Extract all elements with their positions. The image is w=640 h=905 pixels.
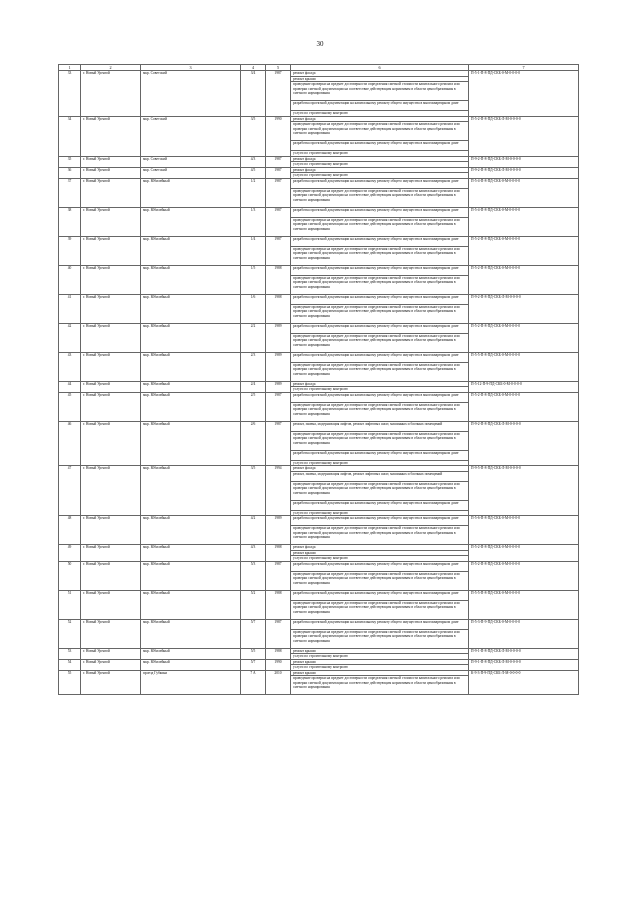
work-type-cell: ремонт фасада bbox=[291, 71, 469, 77]
house-number-cell: 2/3 bbox=[241, 352, 266, 381]
row-number: 49 bbox=[59, 545, 81, 562]
row-number: 42 bbox=[59, 323, 81, 352]
year-cell: 1987 bbox=[266, 392, 291, 421]
row-number: 52 bbox=[59, 619, 81, 648]
row-number: 53 bbox=[59, 648, 81, 659]
work-type-cell: услуги по строительному контролю bbox=[291, 387, 469, 393]
work-type-cell: разработка проектной документации на капитальному ремонту общего имущества в многоквартирном доме bbox=[291, 619, 469, 629]
street-cell: мкр. Советский bbox=[141, 167, 241, 178]
work-type-cell: разработка проектной документации на капитальному ремонту общего имущества в многоквартирном доме bbox=[291, 101, 469, 111]
work-type-cell: ремонт крыши bbox=[291, 648, 469, 654]
city-cell: г. Новый Уренгой bbox=[81, 381, 141, 392]
code-cell: К-9-3-П-9-ПД-СКБ-Л-М-0-0-0-0 bbox=[469, 670, 579, 695]
work-type-cell: разработка проектной документации на капитальному ремонту общего имущества в многоквартирном доме bbox=[291, 207, 469, 217]
street-cell: мкр. Советский bbox=[141, 71, 241, 117]
work-type-cell: проведение проверки на предмет достоверности определения сметной стоимости капитального ремонта или проверки сметной документации на соответствие действующим нормативам в области ценообразования в сметного нормирования bbox=[291, 188, 469, 207]
work-type-cell: разработка проектной документации на капитальному ремонту общего имущества в многоквартирном доме bbox=[291, 516, 469, 526]
street-cell: мкр. Юбилейный bbox=[141, 648, 241, 659]
street-cell: мкр. Юбилейный bbox=[141, 619, 241, 648]
house-number-cell: 2/4 bbox=[241, 381, 266, 392]
year-cell: 1987 bbox=[266, 236, 291, 265]
work-type-cell: проведение проверки на предмет достоверности определения сметной стоимости капитального ремонта или проверки сметной документации на соответствие действующим нормативам в области ценообразования в сметного нормирования bbox=[291, 246, 469, 265]
year-cell: 1989 bbox=[266, 516, 291, 545]
row-number: 48 bbox=[59, 516, 81, 545]
year-cell: 1988 bbox=[266, 590, 291, 619]
house-number-cell: 2/6 bbox=[241, 421, 266, 466]
code-cell: П-5-5-П-8-ПД-СКБ-0-М-0-0-0-0 bbox=[469, 352, 579, 381]
work-type-cell: услуги по строительному контролю bbox=[291, 556, 469, 562]
work-type-cell: разработка проектной документации на капитальному ремонту общего имущества в многоквартирном доме bbox=[291, 265, 469, 275]
street-cell: мкр. Советский bbox=[141, 116, 241, 156]
house-number-cell: 2/5 bbox=[241, 392, 266, 421]
table-row bbox=[59, 516, 579, 526]
city-cell: г. Новый Уренгой bbox=[81, 207, 141, 236]
header-cell: 4 bbox=[241, 65, 266, 71]
work-type-cell: ремонт фасада bbox=[291, 381, 469, 387]
city-cell: г. Новый Уренгой bbox=[81, 561, 141, 590]
code-cell: П-5-5-П-8-ПД-СКБ-0-М-0-0-0-0 bbox=[469, 590, 579, 619]
house-number-cell: 3/5 bbox=[241, 466, 266, 516]
header-cell: 1 bbox=[59, 65, 81, 71]
row-number: 47 bbox=[59, 466, 81, 516]
work-type-cell: ремонт фасада bbox=[291, 167, 469, 173]
city-cell: г. Новый Уренгой bbox=[81, 590, 141, 619]
house-number-cell: 7 А bbox=[241, 670, 266, 695]
city-cell: г. Новый Уренгой bbox=[81, 352, 141, 381]
house-number-cell: 1/4 bbox=[241, 236, 266, 265]
work-type-cell: разработка проектной документации на капитальному ремонту общего имущества в многоквартирном доме bbox=[291, 590, 469, 600]
street-cell: мкр. Юбилейный bbox=[141, 421, 241, 466]
table-row bbox=[59, 590, 579, 600]
code-cell: П-5-2-П-8-ПД-СКБ-0-М-0-0-0-0 bbox=[469, 323, 579, 352]
street-cell: мкр. Юбилейный bbox=[141, 561, 241, 590]
work-type-cell: проведение проверки на предмет достоверности определения сметной стоимости капитального ремонта или проверки сметной документации на соответствие действующим нормативам в области ценообразования в сметного нормирования bbox=[291, 526, 469, 545]
header-cell: 6 bbox=[291, 65, 469, 71]
work-type-cell: проведение проверки на предмет достоверности определения сметной стоимости капитального ремонта или проверки сметной документации на соответствие действующим нормативам в области ценообразования в сметного нормирования bbox=[291, 82, 469, 101]
year-cell: 1988 bbox=[266, 545, 291, 562]
city-cell: г. Новый Уренгой bbox=[81, 236, 141, 265]
work-type-cell: разработка проектной документации на капитальному ремонту общего имущества в многоквартирном доме bbox=[291, 392, 469, 402]
city-cell: г. Новый Уренгой bbox=[81, 294, 141, 323]
row-number: 44 bbox=[59, 381, 81, 392]
table-row bbox=[59, 561, 579, 571]
row-number: 51 bbox=[59, 590, 81, 619]
city-cell: г. Новый Уренгой bbox=[81, 619, 141, 648]
row-number: 39 bbox=[59, 236, 81, 265]
street-cell: мкр. Юбилейный bbox=[141, 178, 241, 207]
code-cell: П-5-2-П-8-ПД-СКБ-0-М-0-0-0-0 bbox=[469, 236, 579, 265]
city-cell: г. Новый Уренгой bbox=[81, 178, 141, 207]
code-cell: П-9-2-П-8-ПД-СКБ-Л-М-0-0-0-0 bbox=[469, 294, 579, 323]
work-type-cell: ремонт крыши bbox=[291, 550, 469, 556]
work-type-cell: услуги по строительному контролю bbox=[291, 173, 469, 179]
work-type-cell: услуги по строительному контролю bbox=[291, 510, 469, 516]
street-cell: мкр. Юбилейный bbox=[141, 294, 241, 323]
code-cell: П-9-2-П-8-ПД-СКБ-Л-М-0-0-0-0 bbox=[469, 167, 579, 178]
house-number-cell: 3/4 bbox=[241, 71, 266, 117]
row-number: 38 bbox=[59, 207, 81, 236]
page-number: 30 bbox=[316, 40, 324, 48]
house-number-cell: 4/3 bbox=[241, 545, 266, 562]
street-cell: проезд Губкина bbox=[141, 670, 241, 695]
row-number: 40 bbox=[59, 265, 81, 294]
year-cell: 1987 bbox=[266, 421, 291, 466]
row-number: 46 bbox=[59, 421, 81, 466]
house-number-cell: 4/5 bbox=[241, 167, 266, 178]
year-cell: 1987 bbox=[266, 156, 291, 167]
house-number-cell: 4/2 bbox=[241, 516, 266, 545]
work-type-cell: услуги по строительному контролю bbox=[291, 162, 469, 168]
street-cell: мкр. Юбилейный bbox=[141, 590, 241, 619]
work-type-cell: разработка проектной документации на капитальному ремонту общего имущества в многоквартирном доме bbox=[291, 236, 469, 246]
street-cell: мкр. Юбилейный bbox=[141, 659, 241, 670]
street-cell: мкр. Юбилейный bbox=[141, 352, 241, 381]
street-cell: мкр. Юбилейный bbox=[141, 392, 241, 421]
work-type-cell: ремонт крыши bbox=[291, 670, 469, 676]
header-cell: 5 bbox=[266, 65, 291, 71]
work-type-cell: разработка проектной документации на капитальному ремонту общего имущества в многоквартирном доме bbox=[291, 141, 469, 151]
house-number-cell: 2/2 bbox=[241, 323, 266, 352]
work-type-cell: ремонт фасада bbox=[291, 156, 469, 162]
code-cell: П-9-2-П-8-ПД-СКБ-Л-М-0-0-0-0 bbox=[469, 156, 579, 167]
row-number: 50 bbox=[59, 561, 81, 590]
work-type-cell: услуги по строительному контролю bbox=[291, 111, 469, 117]
code-cell: П-5-2-П-8-ПД-СКБ-Л-М-0-0-0-0 bbox=[469, 116, 579, 156]
year-cell: 1988 bbox=[266, 648, 291, 659]
code-cell: П-9-5-П-8-ПД-СКБ-Л-М-0-0-0-0 bbox=[469, 466, 579, 516]
year-cell: 1990 bbox=[266, 116, 291, 156]
city-cell: г. Новый Уренгой bbox=[81, 71, 141, 117]
city-cell: г. Новый Уренгой bbox=[81, 545, 141, 562]
table-row bbox=[59, 323, 579, 333]
work-type-cell: проведение проверки на предмет достоверности определения сметной стоимости капитального ремонта или проверки сметной документации на соответствие действующим нормативам в области ценообразования в сметного нормирования bbox=[291, 629, 469, 648]
year-cell: 1987 bbox=[266, 207, 291, 236]
code-cell: П-5-2-П-8-ПД-СКБ-0-М-0-0-0-0 bbox=[469, 392, 579, 421]
row-number: 45 bbox=[59, 392, 81, 421]
work-type-cell: ремонт фасада bbox=[291, 545, 469, 551]
capital-repair-table bbox=[58, 64, 579, 695]
code-cell: П-5-1-П-8-ПД-СКБ-0-М-0-0-0-0 bbox=[469, 71, 579, 117]
house-number-cell: 1/3 bbox=[241, 207, 266, 236]
row-number: 36 bbox=[59, 167, 81, 178]
work-type-cell: услуги по строительному контролю bbox=[291, 460, 469, 466]
street-cell: мкр. Юбилейный bbox=[141, 323, 241, 352]
year-cell: 2010 bbox=[266, 670, 291, 695]
house-number-cell: 5/7 bbox=[241, 619, 266, 648]
work-type-cell: разработка проектной документации на капитальному ремонту общего имущества в многоквартирном доме bbox=[291, 178, 469, 188]
city-cell: г. Новый Уренгой bbox=[81, 670, 141, 695]
work-type-cell: разработка проектной документации на капитальному ремонту общего имущества в многоквартирном доме bbox=[291, 352, 469, 362]
year-cell: 1989 bbox=[266, 352, 291, 381]
work-type-cell: ремонт фасада bbox=[291, 466, 469, 472]
year-cell: 1994 bbox=[266, 466, 291, 516]
street-cell: мкр. Советский bbox=[141, 156, 241, 167]
row-number: 35 bbox=[59, 156, 81, 167]
street-cell: мкр. Юбилейный bbox=[141, 545, 241, 562]
year-cell: 1987 bbox=[266, 561, 291, 590]
year-cell: 1990 bbox=[266, 659, 291, 670]
house-number-cell: 5/7 bbox=[241, 659, 266, 670]
work-type-cell: ремонт, замена, модернизация лифтов, ремонт лифтовых шахт, машинных и блочных помещений bbox=[291, 421, 469, 431]
city-cell: г. Новый Уренгой bbox=[81, 516, 141, 545]
work-type-cell: ремонт крыши bbox=[291, 659, 469, 665]
work-type-cell: разработка проектной документации на капитальному ремонту общего имущества в многоквартирном доме bbox=[291, 323, 469, 333]
table-row bbox=[59, 619, 579, 629]
row-number: 54 bbox=[59, 659, 81, 670]
city-cell: г. Новый Уренгой bbox=[81, 323, 141, 352]
year-cell: 1989 bbox=[266, 381, 291, 392]
row-number: 37 bbox=[59, 178, 81, 207]
table-row bbox=[59, 236, 579, 246]
work-type-cell: услуги по строительному контролю bbox=[291, 665, 469, 671]
work-type-cell: разработка проектной документации на капитальному ремонту общего имущества в многоквартирном доме bbox=[291, 561, 469, 571]
table-row bbox=[59, 294, 579, 304]
header-cell: 2 bbox=[81, 65, 141, 71]
code-cell: П-5-2-П-8-ПД-СКБ-0-М-0-0-0-0 bbox=[469, 561, 579, 590]
work-type-cell: проведение проверки на предмет достоверности определения сметной стоимости капитального ремонта или проверки сметной документации на соответствие действующим нормативам в области ценообразования в сметного нормирования bbox=[291, 122, 469, 141]
work-type-cell: проведение проверки на предмет достоверности определения сметной стоимости капитального ремонта или проверки сметной документации на соответствие действующим нормативам в области ценообразования в сметного нормирования bbox=[291, 600, 469, 619]
city-cell: г. Новый Уренгой bbox=[81, 156, 141, 167]
table-row bbox=[59, 392, 579, 402]
city-cell: г. Новый Уренгой bbox=[81, 116, 141, 156]
house-number-cell: 1/5 bbox=[241, 265, 266, 294]
year-cell: 1987 bbox=[266, 178, 291, 207]
year-cell: 1988 bbox=[266, 294, 291, 323]
work-type-cell: проведение проверки на предмет достоверности определения сметной стоимости капитального ремонта или проверки сметной документации на соответствие действующим нормативам в области ценообразования в сметного нормирования bbox=[291, 304, 469, 323]
code-cell: П-9-2-П-8-ПД-СКБ-Л-М-0-0-0-0 bbox=[469, 421, 579, 466]
work-type-cell: проведение проверки на предмет достоверности определения сметной стоимости капитального ремонта или проверки сметной документации на соответствие действующим нормативам в области ценообразования в сметного нормирования bbox=[291, 402, 469, 421]
code-cell: П-5-3-П-9-ПД-СКБ-0-М-0-0-0-0 bbox=[469, 619, 579, 648]
street-cell: мкр. Юбилейный bbox=[141, 236, 241, 265]
code-cell: П-9-1-П-8-ПД-СКБ-Л-М-0-0-0-0 bbox=[469, 659, 579, 670]
table-row bbox=[59, 265, 579, 275]
work-type-cell: проведение проверки на предмет достоверности определения сметной стоимости капитального ремонта или проверки сметной документации на соответствие действующим нормативам в области ценообразования в сметного нормирования bbox=[291, 333, 469, 352]
row-number: 34 bbox=[59, 116, 81, 156]
work-type-cell: разработка проектной документации на капитальному ремонту общего имущества в многоквартирном доме bbox=[291, 450, 469, 460]
table-row bbox=[59, 178, 579, 188]
year-cell: 1988 bbox=[266, 265, 291, 294]
year-cell: 1987 bbox=[266, 619, 291, 648]
year-cell: 1989 bbox=[266, 323, 291, 352]
city-cell: г. Новый Уренгой bbox=[81, 466, 141, 516]
city-cell: г. Новый Уренгой bbox=[81, 648, 141, 659]
code-cell: П-9-1-П-8-ПД-СКБ-Л-М-0-0-0-0 bbox=[469, 648, 579, 659]
house-number-cell: 3/5 bbox=[241, 116, 266, 156]
code-cell: П-5-2-П-8-ПД-СКБ-0-М-0-0-0-0 bbox=[469, 265, 579, 294]
work-type-cell: проведение проверки на предмет достоверности определения сметной стоимости капитального ремонта или проверки сметной документации на соответствие действующим нормативам в области ценообразования в сметного нормирования bbox=[291, 676, 469, 695]
work-type-cell: ремонт крыши bbox=[291, 76, 469, 82]
street-cell: мкр. Юбилейный bbox=[141, 381, 241, 392]
work-type-cell: разработка проектной документации на капитальному ремонту общего имущества в многоквартирном доме bbox=[291, 294, 469, 304]
table-row bbox=[59, 421, 579, 431]
house-number-cell: 5/5 bbox=[241, 648, 266, 659]
code-cell: П-5-2-П-8-ПД-СКБ-0-М-0-0-0-0 bbox=[469, 545, 579, 562]
row-number: 41 bbox=[59, 294, 81, 323]
street-cell: мкр. Юбилейный bbox=[141, 466, 241, 516]
work-type-cell: проведение проверки на предмет достоверности определения сметной стоимости капитального ремонта или проверки сметной документации на соответствие действующим нормативам в области ценообразования в сметного нормирования bbox=[291, 571, 469, 590]
code-cell: П-5-12-П-9-ПД-СКБ-0-М-0-0-0-0 bbox=[469, 381, 579, 392]
city-cell: г. Новый Уренгой bbox=[81, 265, 141, 294]
row-number: 33 bbox=[59, 71, 81, 117]
city-cell: г. Новый Уренгой bbox=[81, 659, 141, 670]
work-type-cell: проведение проверки на предмет достоверности определения сметной стоимости капитального ремонта или проверки сметной документации на соответствие действующим нормативам в области ценообразования в сметного нормирования bbox=[291, 481, 469, 500]
house-number-cell: 4/3 bbox=[241, 156, 266, 167]
row-number: 55 bbox=[59, 670, 81, 695]
street-cell: мкр. Юбилейный bbox=[141, 516, 241, 545]
city-cell: г. Новый Уренгой bbox=[81, 421, 141, 466]
work-type-cell: разработка проектной документации на капитальному ремонту общего имущества в многоквартирном доме bbox=[291, 500, 469, 510]
work-type-cell: ремонт фасада bbox=[291, 116, 469, 122]
house-number-cell: 5/2 bbox=[241, 590, 266, 619]
city-cell: г. Новый Уренгой bbox=[81, 167, 141, 178]
work-type-cell: проведение проверки на предмет достоверности определения сметной стоимости капитального ремонта или проверки сметной документации на соответствие действующим нормативам в области ценообразования в сметного нормирования bbox=[291, 431, 469, 450]
header-cell: 3 bbox=[141, 65, 241, 71]
year-cell: 1987 bbox=[266, 167, 291, 178]
house-number-cell: 1/6 bbox=[241, 294, 266, 323]
house-number-cell: 1/2 bbox=[241, 178, 266, 207]
work-type-cell: проведение проверки на предмет достоверности определения сметной стоимости капитального ремонта или проверки сметной документации на соответствие действующим нормативам в области ценообразования в сметного нормирования bbox=[291, 275, 469, 294]
work-type-cell: проведение проверки на предмет достоверности определения сметной стоимости капитального ремонта или проверки сметной документации на соответствие действующим нормативам в области ценообразования в сметного нормирования bbox=[291, 362, 469, 381]
row-number: 43 bbox=[59, 352, 81, 381]
work-type-cell: ремонт, замена, модернизация лифтов, ремонт лифтовых шахт, машинных и блочных помещений bbox=[291, 471, 469, 481]
work-type-cell: услуги по строительному контролю bbox=[291, 654, 469, 660]
header-cell: 7 bbox=[469, 65, 579, 71]
work-type-cell: услуги по строительному контролю bbox=[291, 151, 469, 157]
street-cell: мкр. Юбилейный bbox=[141, 265, 241, 294]
code-cell: П-5-4-П-8-ПД-СКБ-0-М-0-0-0-0 bbox=[469, 207, 579, 236]
code-cell: П-5-4-П-8-ПД-СКБ-0-М-0-0-0-0 bbox=[469, 178, 579, 207]
code-cell: П-5-6-П-8-ПД-СКБ-0-М-0-0-0-0 bbox=[469, 516, 579, 545]
city-cell: г. Новый Уренгой bbox=[81, 392, 141, 421]
table-row bbox=[59, 352, 579, 362]
year-cell: 1987 bbox=[266, 71, 291, 117]
street-cell: мкр. Юбилейный bbox=[141, 207, 241, 236]
house-number-cell: 5/3 bbox=[241, 561, 266, 590]
work-type-cell: проведение проверки на предмет достоверности определения сметной стоимости капитального ремонта или проверки сметной документации на соответствие действующим нормативам в области ценообразования в сметного нормирования bbox=[291, 217, 469, 236]
table-row bbox=[59, 207, 579, 217]
